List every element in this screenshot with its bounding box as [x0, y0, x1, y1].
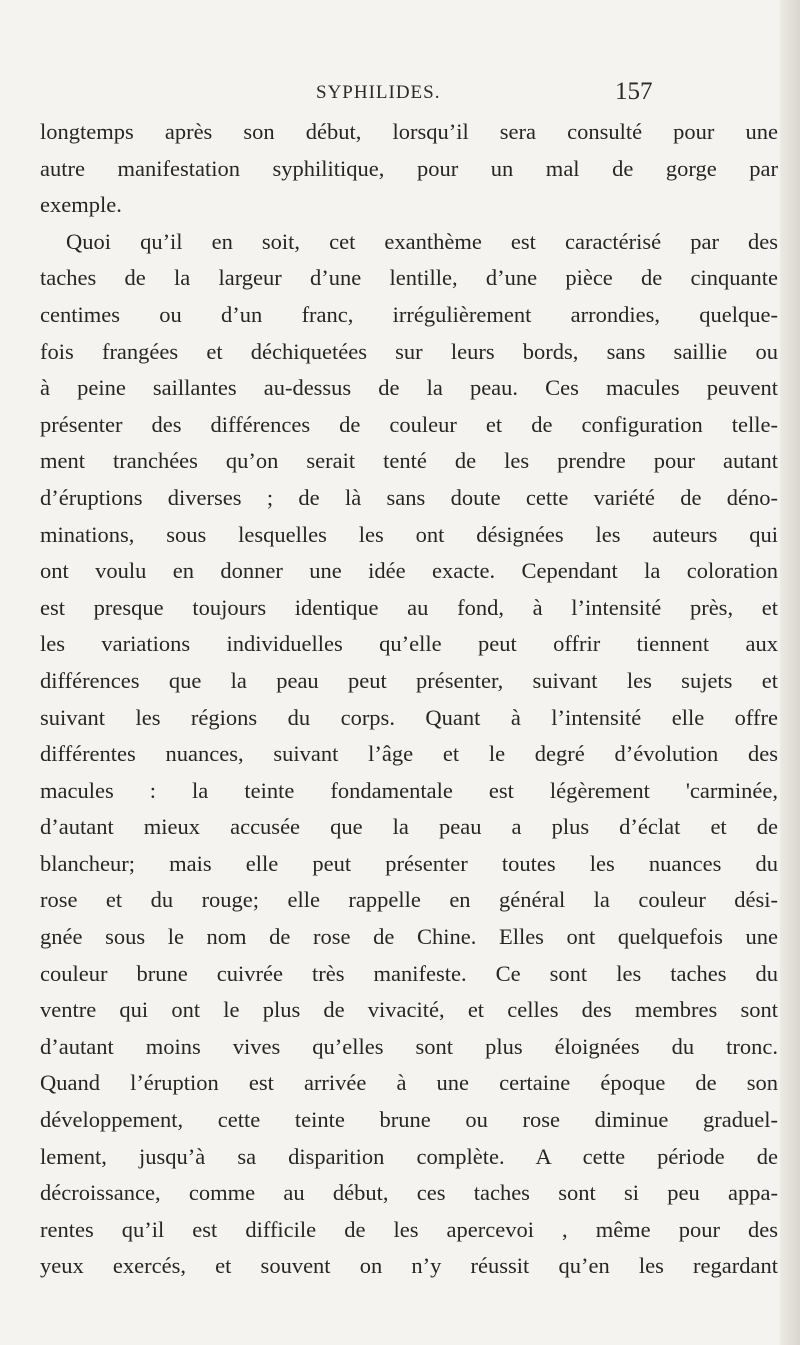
text-line: présenter des différences de couleur et de configuration telle- [40, 411, 778, 437]
text-line: différentes nuances, suivant l’âge et le degré d’évolution des [40, 741, 778, 767]
text-line: fois frangées et déchiquetées sur leurs bords, sans saillie ou [40, 338, 778, 364]
text-line: ventre qui ont le plus de vivacité, et celles des membres sont [40, 997, 778, 1023]
text-line: Quoi qu’il en soit, cet exanthème est caractérisé par des [66, 228, 778, 254]
text-line: est presque toujours identique au fond, à l’intensité près, et [40, 594, 778, 620]
text-line: centimes ou d’un franc, irrégulièrement arrondies, quelque- [40, 301, 778, 327]
text-line: yeux exercés, et souvent on n’y réussit qu’en les regardant [40, 1253, 778, 1279]
text-line: rentes qu’il est difficile de les apercevoi , même pour des [40, 1216, 778, 1242]
text-line: macules : la teinte fondamentale est légèrement 'carminée, [40, 777, 778, 803]
page-edge-shadow [780, 0, 800, 1345]
text-line: décroissance, comme au début, ces taches sont si peu appa- [40, 1180, 778, 1206]
text-line: ont voulu en donner une idée exacte. Cependant la coloration [40, 558, 778, 584]
text-line: blancheur; mais elle peut présenter toutes les nuances du [40, 850, 778, 876]
text-line: longtemps après son début, lorsqu’il sera consulté pour une [40, 119, 778, 144]
page-number: 157 [615, 78, 653, 105]
text-line: gnée sous le nom de rose de Chine. Elles ont quelquefois une [40, 924, 778, 950]
text-line: à peine saillantes au-dessus de la peau. Ces macules peuvent [40, 375, 778, 401]
page-header [0, 78, 800, 112]
text-line: d’autant mieux accusée que la peau a plus d’éclat et de [40, 814, 778, 840]
text-line: couleur brune cuivrée très manifeste. Ce sont les taches du [40, 960, 778, 986]
text-line: les variations individuelles qu’elle peut offrir tiennent aux [40, 631, 778, 657]
running-head: SYPHILIDES. [316, 82, 441, 103]
text-line: différences que la peau peut présenter, suivant les sujets et [40, 667, 778, 693]
text-line: rose et du rouge; elle rappelle en général la couleur dési- [40, 887, 778, 913]
text-line: exemple. [40, 192, 122, 218]
text-line: suivant les régions du corps. Quant à l’intensité elle offre [40, 704, 778, 730]
text-line: ment tranchées qu’on serait tenté de les prendre pour autant [40, 448, 778, 474]
text-line: lement, jusqu’à sa disparition complète. A cette période de [40, 1143, 778, 1169]
text-line: autre manifestation syphilitique, pour un mal de gorge par [40, 155, 778, 181]
text-line: d’éruptions diverses ; de là sans doute cette variété de déno- [40, 484, 778, 510]
text-line: taches de la largeur d’une lentille, d’une pièce de cinquante [40, 265, 778, 291]
text-line: développement, cette teinte brune ou rose diminue graduel- [40, 1107, 778, 1133]
text-line: minations, sous lesquelles les ont désignées les auteurs qui [40, 521, 778, 547]
text-line: d’autant moins vives qu’elles sont plus éloignées du tronc. [40, 1033, 778, 1059]
body-text [40, 114, 778, 1285]
text-line: Quand l’éruption est arrivée à une certaine époque de son [40, 1070, 778, 1096]
